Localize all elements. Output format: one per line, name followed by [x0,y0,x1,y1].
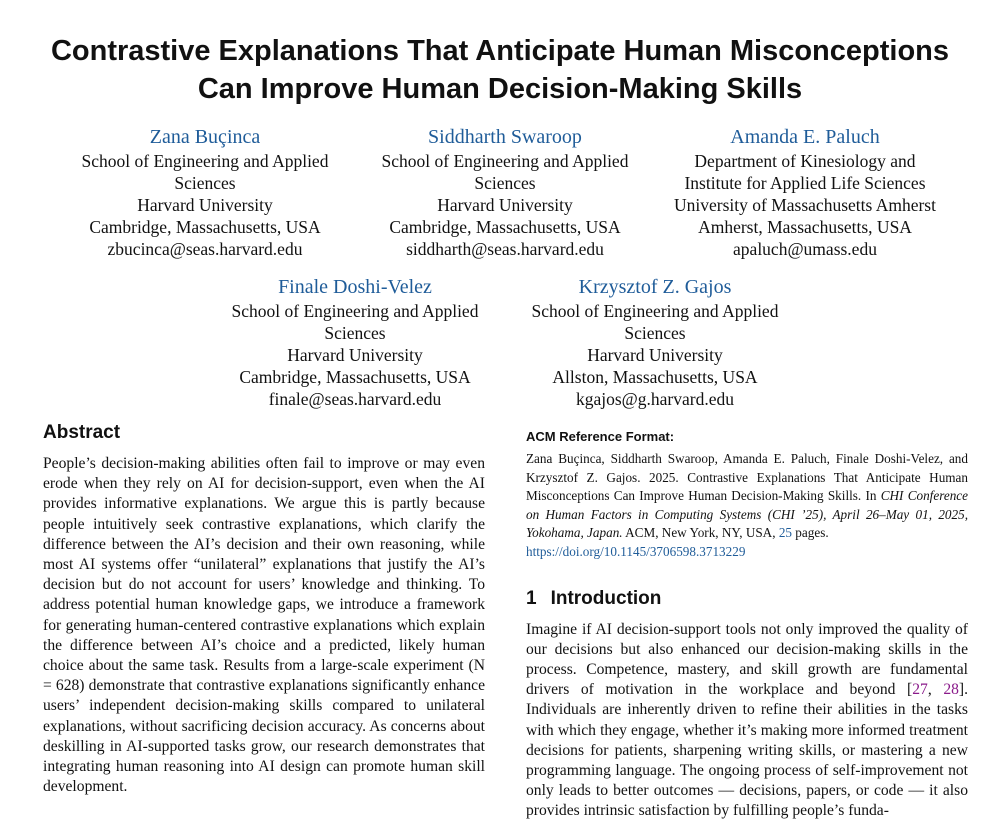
author-location: Amherst, Massachusetts, USA [698,217,912,237]
acm-publisher: ACM, New York, NY, USA, [622,525,779,541]
author-email: finale@seas.harvard.edu [268,389,442,409]
author-affiliation: School of Engineering and Applied [81,151,329,171]
author-affiliation: School of Engineering and Applied [231,301,479,321]
right-column [526,420,968,822]
pages-link[interactable]: 25 [778,525,792,541]
author-location: Cambridge, Massachusetts, USA [89,217,321,237]
abstract-heading: Abstract [43,422,121,443]
author-institution: Harvard University [587,345,723,365]
introduction-text [526,620,968,822]
title-line-2: Can Improve Human Decision-Making Skills [197,73,803,105]
author-affiliation: Sciences [174,173,236,193]
section-title: Introduction [550,587,662,609]
author-affiliation: Institute for Applied Life Sciences [684,173,926,193]
author-email: siddharth@seas.harvard.edu [406,239,604,259]
author-location: Cambridge, Massachusetts, USA [389,217,621,237]
author-location: Cambridge, Massachusetts, USA [239,367,471,387]
author-block [210,274,500,410]
acm-reference-heading: ACM Reference Format: [526,429,675,444]
paper-title [20,32,980,108]
citation-separator: , [927,681,944,699]
author-name[interactable]: Siddharth Swaroop [428,126,582,148]
author-name[interactable]: Zana Buçinca [149,126,261,148]
author-affiliation: Sciences [624,323,686,343]
citation-link[interactable]: 27 [912,681,928,699]
author-block [60,124,350,260]
acm-venue: CHI Conference on Human Factors in Computing Systems (CHI ’25), April 26–May 01, 2025, Yokohama, Japan. [526,488,968,541]
author-email: kgajos@g.harvard.edu [575,389,734,409]
acm-reference-text [526,450,968,562]
introduction-heading [526,586,968,612]
intro-paragraph-start: Imagine if AI decision-support tools not only improved the quality of our decisions but also enhanced our decision-making skills in the process. Competence, mastery, and skill growth are fundamental drivers of motivation in the workplace and beyond [ [526,620,968,699]
author-affiliation: Department of Kinesiology and [694,151,916,171]
acm-pages-suffix: pages. [792,525,829,541]
author-name[interactable]: Krzysztof Z. Gajos [578,276,732,298]
author-name[interactable]: Amanda E. Paluch [730,126,880,148]
abstract-text: People’s decision-making abilities often fail to improve or may even erode when they rely on AI for decision-support, even when the AI provides informative explanations. We argue this is partly because people intuitively seek contrastive explanations, which clarify the difference between the AI’s decision and their own reasoning, while most AI systems offer “unilateral” explanations that justify the AI’s decision but do not account for users’ knowledge and thinking. To address potential human knowledge gaps, we introduce a framework for generating human-centered contrastive explanations which explain the difference between AI’s choice and a predicted, likely human choice about the same task. Results from a large-scale experiment (N = 628) demonstrate that contrastive explanations significantly enhance users’ independent decision-making skills compared to unilateral explanations, without sacrificing decision accuracy. As concerns about deskilling in AI-supported tasks grow, our research demonstrates that integrating human reasoning into AI design can promote human skill development. [43,455,485,796]
author-institution: University of Massachusetts Amherst [674,195,936,215]
title-line-1: Contrastive Explanations That Anticipate Human Misconceptions [50,35,950,67]
section-number: 1 [526,587,537,609]
author-affiliation: School of Engineering and Applied [381,151,629,171]
author-name[interactable]: Finale Doshi-Velez [278,276,432,298]
author-block [660,124,950,260]
author-affiliation: School of Engineering and Applied [531,301,779,321]
author-block [360,124,650,260]
abstract-section [43,420,485,797]
author-institution: Harvard University [437,195,573,215]
author-affiliation: Sciences [324,323,386,343]
author-email: zbucinca@seas.harvard.edu [107,239,303,259]
author-block [510,274,800,410]
author-email: apaluch@umass.edu [733,239,877,259]
acm-citation-text: Zana Buçinca, Siddharth Swaroop, Amanda E. Paluch, Finale Doshi-Velez, and Krzysztof Z. Gajos. 2025. Contrastive Explanations That Anticipate Human Misconceptions Can Improve Human Decision-Making Skills. In [526,451,968,504]
author-location: Allston, Massachusetts, USA [552,367,758,387]
author-institution: Harvard University [287,345,423,365]
intro-paragraph-rest: ]. Individuals are inherently driven to refine their abilities in the tasks with which they engage, whether it’s making more informed treatment decisions for patients, sharpening writing skills, or mastering a new programming language. The ongoing process of self-improvement not only leads to better outcomes — decisions, papers, or code — it also provides intrinsic satisfaction by fulfilling people’s funda- [526,681,969,820]
citation-link[interactable]: 28 [943,681,959,699]
author-affiliation: Sciences [474,173,536,193]
doi-link[interactable]: https://doi.org/10.1145/3706598.3713229 [526,543,746,559]
author-institution: Harvard University [137,195,273,215]
